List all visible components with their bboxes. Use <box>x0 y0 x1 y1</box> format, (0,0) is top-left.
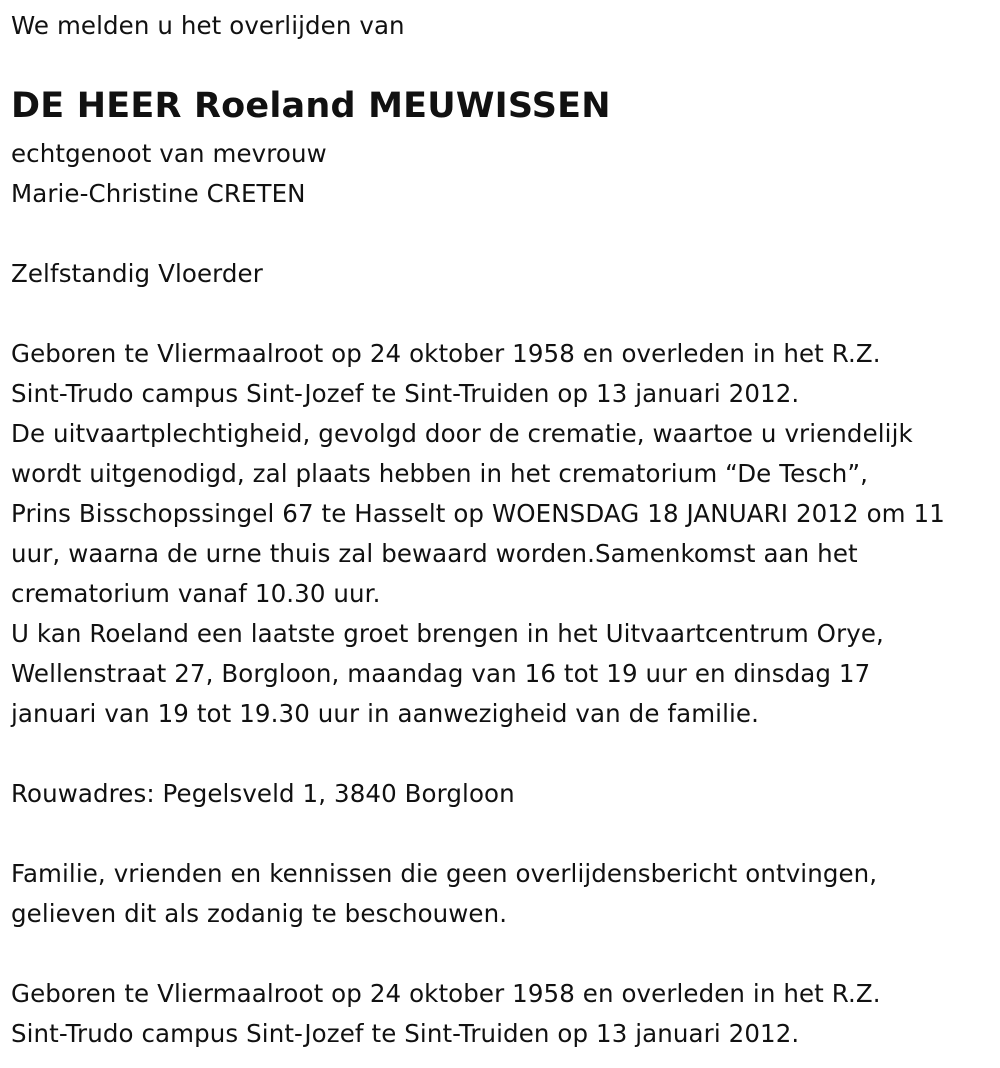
spouse-block <box>11 134 327 214</box>
birth-death-line: Geboren te Vliermaalroot op 24 oktober 1958 en overleden in het R.Z. <box>11 979 881 1008</box>
spouse-name: Marie-Christine CRETEN <box>11 179 306 208</box>
birth-death-repeat-block <box>11 974 881 1054</box>
detail-line: uur, waarna de urne thuis zal bewaard worden.Samenkomst aan het <box>11 539 858 568</box>
detail-line: De uitvaartplechtigheid, gevolgd door de crematie, waartoe u vriendelijk <box>11 419 913 448</box>
deceased-name: DE HEER Roeland MEUWISSEN <box>11 86 611 126</box>
occupation-text: Zelfstandig Vloerder <box>11 259 263 288</box>
detail-line: Prins Bisschopssingel 67 te Hasselt op WOENSDAG 18 JANUARI 2012 om 11 <box>11 499 945 528</box>
spouse-relation: echtgenoot van mevrouw <box>11 139 327 168</box>
detail-line: wordt uitgenodigd, zal plaats hebben in het crematorium “De Tesch”, <box>11 459 869 488</box>
family-notice-block <box>11 854 877 934</box>
birth-death-line: Sint-Trudo campus Sint-Jozef te Sint-Truiden op 13 januari 2012. <box>11 1019 800 1048</box>
detail-line: U kan Roeland een laatste groet brengen in het Uitvaartcentrum Orye, <box>11 619 884 648</box>
funeral-details <box>11 334 945 734</box>
mourning-address: Rouwadres: Pegelsveld 1, 3840 Borgloon <box>11 779 515 808</box>
detail-line: Wellenstraat 27, Borgloon, maandag van 16 tot 19 uur en dinsdag 17 <box>11 659 871 688</box>
detail-line: crematorium vanaf 10.30 uur. <box>11 579 381 608</box>
family-notice-line: gelieven dit als zodanig te beschouwen. <box>11 899 508 928</box>
occupation-block <box>11 254 263 294</box>
detail-line: Sint-Trudo campus Sint-Jozef te Sint-Truiden op 13 januari 2012. <box>11 379 800 408</box>
mourning-address-block <box>11 774 515 814</box>
family-notice-line: Familie, vrienden en kennissen die geen overlijdensbericht ontvingen, <box>11 859 878 888</box>
intro-text: We melden u het overlijden van <box>11 11 405 40</box>
detail-line: Geboren te Vliermaalroot op 24 oktober 1958 en overleden in het R.Z. <box>11 339 881 368</box>
detail-line: januari van 19 tot 19.30 uur in aanwezigheid van de familie. <box>11 699 759 728</box>
